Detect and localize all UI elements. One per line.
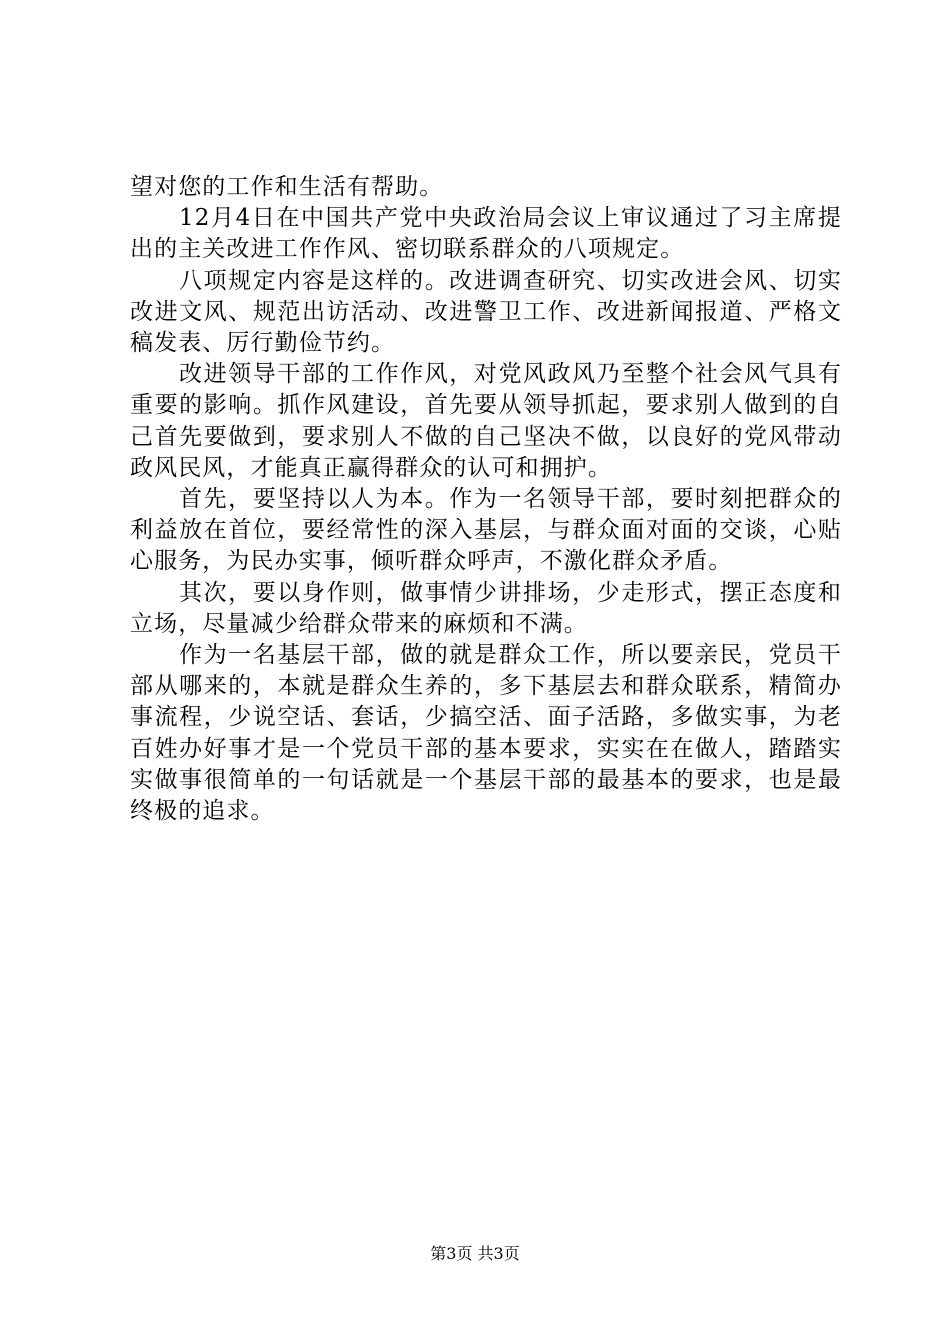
paragraph-eight-rules: 八项规定内容是这样的。改进调查研究、切实改进会风、切实改进文风、规范出访活动、改进警卫工作、改进新闻报道、严格文稿发表、厉行勤俭节约。 bbox=[130, 267, 842, 357]
paragraph-meeting-date: 12月4日在中国共产党中央政治局会议上审议通过了习主席提出的主关改进工作作风、密切联系群众的八项规定。 bbox=[130, 205, 842, 263]
paragraph-work-style: 改进领导干部的工作作风，对党风政风乃至整个社会风气具有重要的影响。抓作风建设，首先要从领导抓起，要求别人做到的自己首先要做到，要求别人不做的自己坚决不做，以良好的党风带动政风民风，才能真正赢得群众的认可和拥护。 bbox=[130, 361, 842, 481]
paragraph-second-point: 其次，要以身作则，做事情少讲排场，少走形式，摆正态度和立场，尽量减少给群众带来的麻烦和不满。 bbox=[130, 579, 842, 637]
paragraph-grassroots-cadre: 作为一名基层干部，做的就是群众工作，所以要亲民，党员干部从哪来的，本就是群众生养的，多下基层去和群众联系，精简办事流程，少说空话、套话，少搞空活、面子活路，多做实事，为老百姓办好事才是一个党员干部的基本要求，实实在在做人，踏踏实实做事很简单的一句话就是一个基层干部的最基本的要求，也是最终极的追求。 bbox=[130, 642, 842, 825]
paragraph-first-point: 首先，要坚持以人为本。作为一名领导干部，要时刻把群众的利益放在首位，要经常性的深入基层，与群众面对面的交谈，心贴心服务，为民办实事，倾听群众呼声，不激化群众矛盾。 bbox=[130, 486, 842, 575]
document-body bbox=[130, 172, 842, 827]
paragraph-continuation: 望对您的工作和生活有帮助。 bbox=[130, 174, 444, 200]
page-number-footer: 第3页 共3页 bbox=[430, 1244, 520, 1263]
